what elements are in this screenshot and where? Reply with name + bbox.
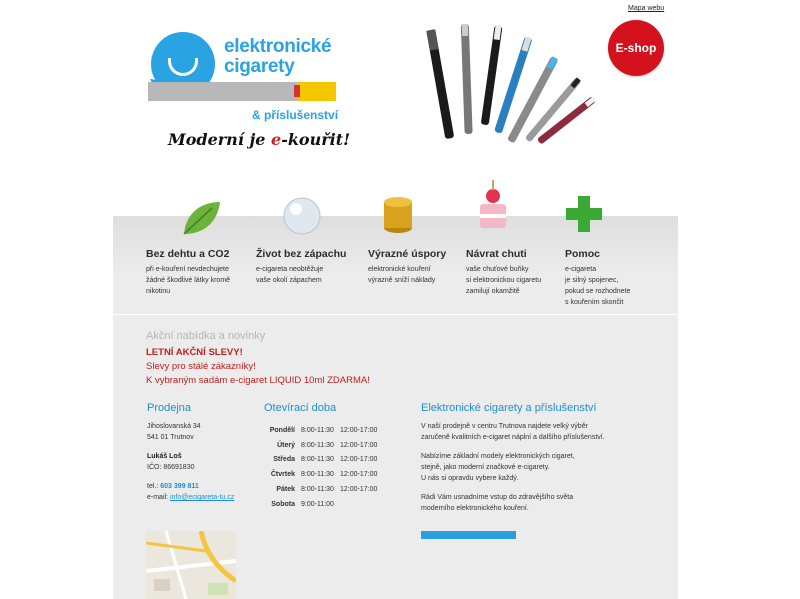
store-contact — [147, 481, 234, 503]
feature-title: Návrat chuti — [466, 248, 527, 260]
hours-day: Úterý — [277, 441, 295, 449]
feature-desc: e-cigareta je silný spojenec, pokud se rozhodnete s kouřením skončit — [565, 266, 631, 306]
hours-morning: 8:00-11:30 — [301, 426, 334, 434]
hours-row — [264, 423, 380, 438]
logo-subtitle: & příslušenství — [252, 108, 339, 122]
feature-desc: e-cigareta neobtěžuje vaše okolí zápachem — [256, 266, 324, 284]
store-city: 541 01 Trutnov — [147, 434, 194, 441]
email-link[interactable]: info@ecigareta-tu.cz — [169, 494, 235, 501]
phone-link[interactable]: 603 399 811 — [160, 483, 199, 490]
sitemap-link[interactable]: Mapa webu — [628, 5, 665, 12]
slogan-pre: Moderní je — [168, 130, 271, 149]
hours-row — [264, 453, 380, 468]
slogan-accent: e — [271, 130, 282, 149]
bubble-icon — [282, 196, 322, 236]
feature-desc: elektronické kouření výrazně sníží náklady — [368, 266, 436, 284]
cake-icon — [476, 180, 510, 236]
slogan-post: -kouřit! — [281, 130, 351, 149]
store-owner: Lukáš Loš — [147, 453, 182, 460]
feature-desc: při e-kouření nevdechujete žádné škodlivé látky kromě nikotinu — [146, 266, 231, 295]
hours-afternoon: 12:00-17:00 — [340, 471, 378, 479]
store-heading: Prodejna — [147, 402, 192, 414]
section-divider — [113, 314, 678, 315]
eshop-button[interactable]: E-shop — [608, 20, 664, 76]
coins-icon — [380, 192, 416, 236]
feature-title: Pomoc — [565, 248, 601, 260]
logo-cigarette-filter — [298, 82, 336, 101]
about-paragraph-1: V naší prodejně v centru Trutnova najdete velký výběr zaručeně kvalitních e-cigaret náplní a dalšího příslušenství. — [421, 423, 605, 441]
slogan — [168, 130, 350, 149]
hours-day: Středa — [273, 456, 295, 464]
feature-desc: vaše chuťové buňky si elektronickou cigaretu zamilují okamžitě — [466, 266, 542, 295]
hours-afternoon: 12:00-17:00 — [340, 426, 378, 434]
store-owner-block — [147, 451, 194, 473]
hours-afternoon: 12:00-17:00 — [340, 456, 378, 464]
about-paragraph-3: Rádi Vám usnadníme vstup do zdravějšího světa moderního elektronického kouření. — [421, 494, 574, 512]
hours-morning: 8:00-11:30 — [301, 471, 334, 479]
hours-morning: 8:00-11:30 — [301, 441, 334, 449]
store-address — [147, 421, 201, 443]
hours-morning: 8:00-11:30 — [301, 456, 334, 464]
hours-row — [264, 438, 380, 453]
tel-label: tel.: — [147, 483, 161, 490]
logo-cigarette-body — [148, 82, 298, 101]
feature-no-smell — [256, 248, 366, 286]
hours-afternoon: 12:00-17:00 — [340, 441, 378, 449]
feature-taste — [466, 248, 576, 297]
offer-item[interactable]: Slevy pro stálé zákazníky! — [146, 361, 256, 372]
leaf-icon — [180, 198, 222, 238]
store-map[interactable] — [146, 531, 236, 599]
feature-title: Život bez zápachu — [256, 248, 347, 260]
offer-item[interactable]: LETNÍ AKČNÍ SLEVY! — [146, 347, 243, 358]
hours-day: Čtvrtek — [270, 471, 295, 479]
opening-hours-table — [264, 423, 380, 512]
hours-day: Pondělí — [269, 426, 295, 434]
store-street: Jihoslovanská 34 — [147, 423, 201, 430]
more-info-bar[interactable] — [421, 531, 516, 539]
feature-help — [565, 248, 675, 308]
about-paragraph-2: Nabízíme základní modely elektronických cigaret, stejně, jako moderní značkové e-cigarety. U nás si opravdu vybere každý. — [421, 453, 575, 482]
feature-title: Výrazné úspory — [368, 248, 447, 260]
hours-row — [264, 497, 380, 512]
email-label: e-mail: — [147, 494, 170, 501]
plus-icon — [566, 196, 602, 232]
feature-no-tar — [146, 248, 256, 297]
ecigarettes-image — [420, 20, 620, 170]
hours-afternoon: 12:00-17:00 — [340, 486, 378, 494]
hours-morning: 9:00-11:00 — [301, 500, 334, 508]
hours-morning: 8:00-11:30 — [301, 486, 334, 494]
about-heading: Elektronické cigarety a příslušenství — [421, 402, 597, 414]
logo-cigarette-tip — [294, 85, 300, 97]
hours-day: Pátek — [276, 486, 295, 494]
feature-title: Bez dehtu a CO2 — [146, 248, 230, 260]
feature-savings — [368, 248, 478, 286]
store-ico: IČO: 86691830 — [147, 464, 195, 471]
offers-heading: Akční nabídka a novinky — [146, 330, 266, 342]
hours-heading: Otevírací doba — [264, 402, 337, 414]
offer-item[interactable]: K vybraným sadám e-cigaret LIQUID 10ml ZDARMA! — [146, 375, 370, 386]
hours-day: Sobota — [271, 500, 295, 508]
hours-row — [264, 467, 380, 482]
logo-line1: elektronické — [224, 36, 332, 57]
hours-row — [264, 482, 380, 497]
logo-line2: cigarety — [224, 56, 295, 77]
